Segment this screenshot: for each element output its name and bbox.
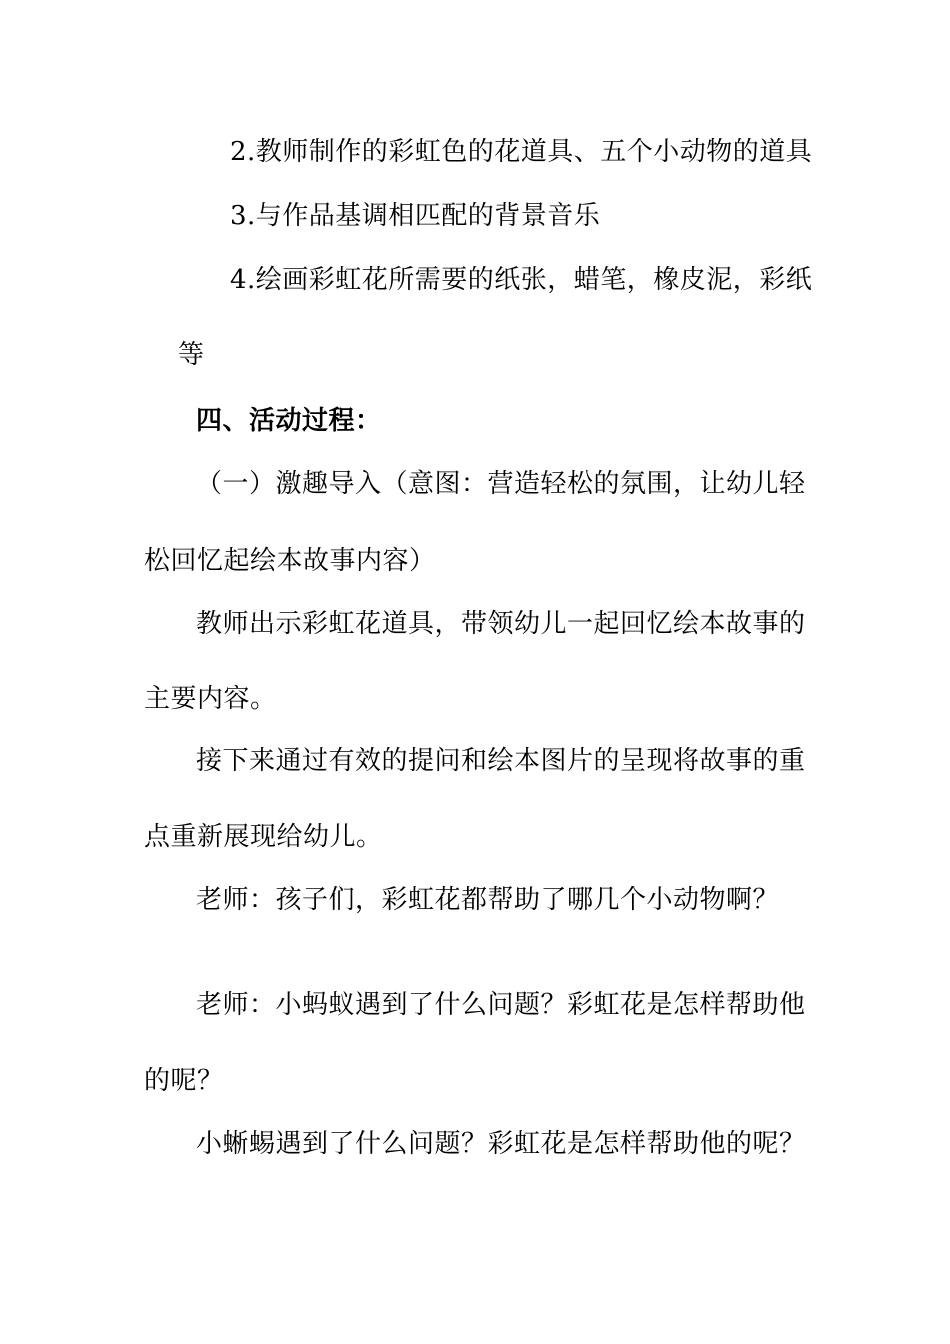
paragraph-teacher-show: 教师出示彩虹花道具，带领幼儿一起回忆绘本故事的	[196, 609, 806, 639]
dialogue-teacher-1: 老师：孩子们，彩虹花都帮助了哪几个小动物啊？	[196, 885, 780, 915]
dialogue-teacher-2: 老师：小蚂蚁遇到了什么问题？彩虹花是怎样帮助他	[196, 990, 806, 1020]
paragraph-teacher-show-continued: 主要内容。	[144, 684, 277, 714]
subsection-intro: （一）激趣导入（意图：营造轻松的氛围，让幼儿轻	[196, 469, 806, 499]
subsection-intro-continued: 松回忆起绘本故事内容）	[144, 546, 436, 576]
material-item-2: 2.教师制作的彩虹色的花道具、五个小动物的道具	[230, 137, 813, 167]
paragraph-questions: 接下来通过有效的提问和绘本图片的呈现将故事的重	[196, 746, 806, 776]
paragraph-questions-continued: 点重新展现给幼儿。	[144, 822, 383, 852]
section-heading-activity-process: 四、活动过程：	[196, 406, 382, 436]
material-item-4: 4.绘画彩虹花所需要的纸张，蜡笔，橡皮泥，彩纸	[230, 265, 813, 295]
dialogue-lizard: 小蜥蜴遇到了什么问题？彩虹花是怎样帮助他的呢？	[196, 1129, 806, 1159]
dialogue-teacher-2-continued: 的呢？	[144, 1066, 224, 1096]
material-item-3: 3.与作品基调相匹配的背景音乐	[230, 201, 601, 231]
material-item-4-continued: 等	[178, 340, 205, 370]
